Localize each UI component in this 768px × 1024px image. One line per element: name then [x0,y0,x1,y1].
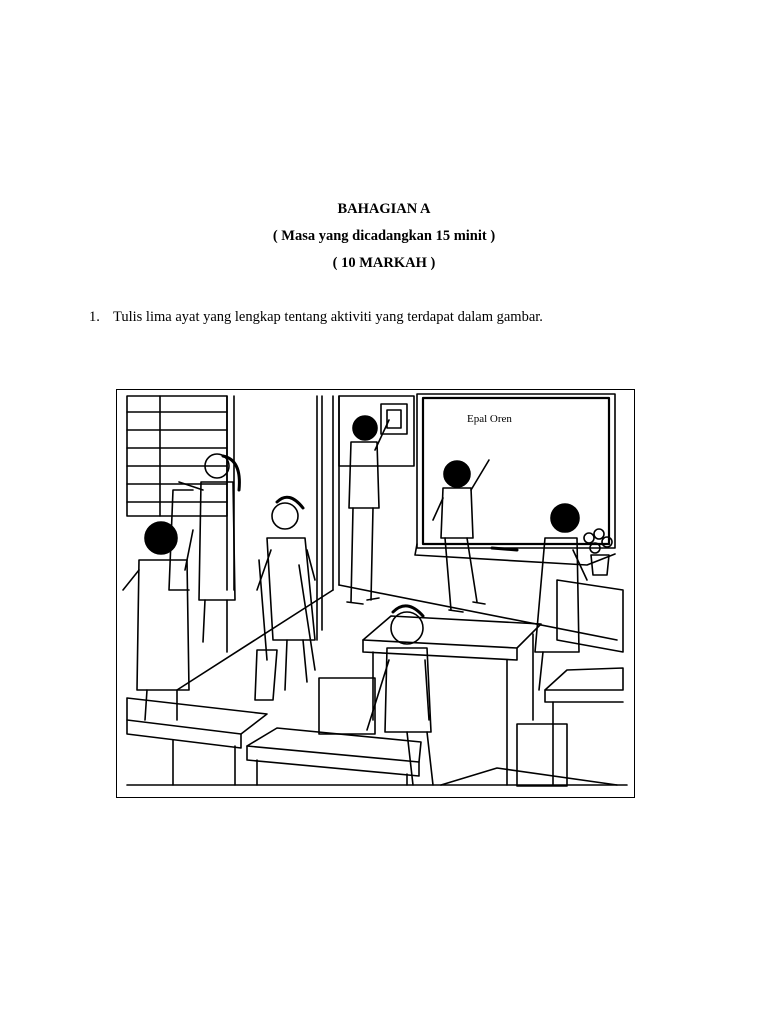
student-left-front [123,522,193,720]
flower-vase [584,529,612,575]
classroom-illustration [116,389,635,798]
section-title: BAHAGIAN A [337,201,431,217]
student-cleaning-board [433,460,489,612]
student-cleaning-picture [347,416,389,604]
student-at-side-table [535,504,587,690]
classroom-drawing [117,390,634,797]
time-note: ( Masa yang dicadangkan 15 minit ) [272,228,496,244]
marks-note: ( 10 MARKAH ) [332,255,436,271]
student-sweeping [255,497,315,700]
question-text: Tulis lima ayat yang lengkap tentang aktiviti yang terdapat dalam gambar. [113,309,543,325]
chalkboard-text: Epal Oren [467,413,512,425]
window-blinds [127,396,234,590]
question-1 [89,308,543,326]
classroom-desks [127,580,623,786]
question-number: 1. [89,309,100,325]
